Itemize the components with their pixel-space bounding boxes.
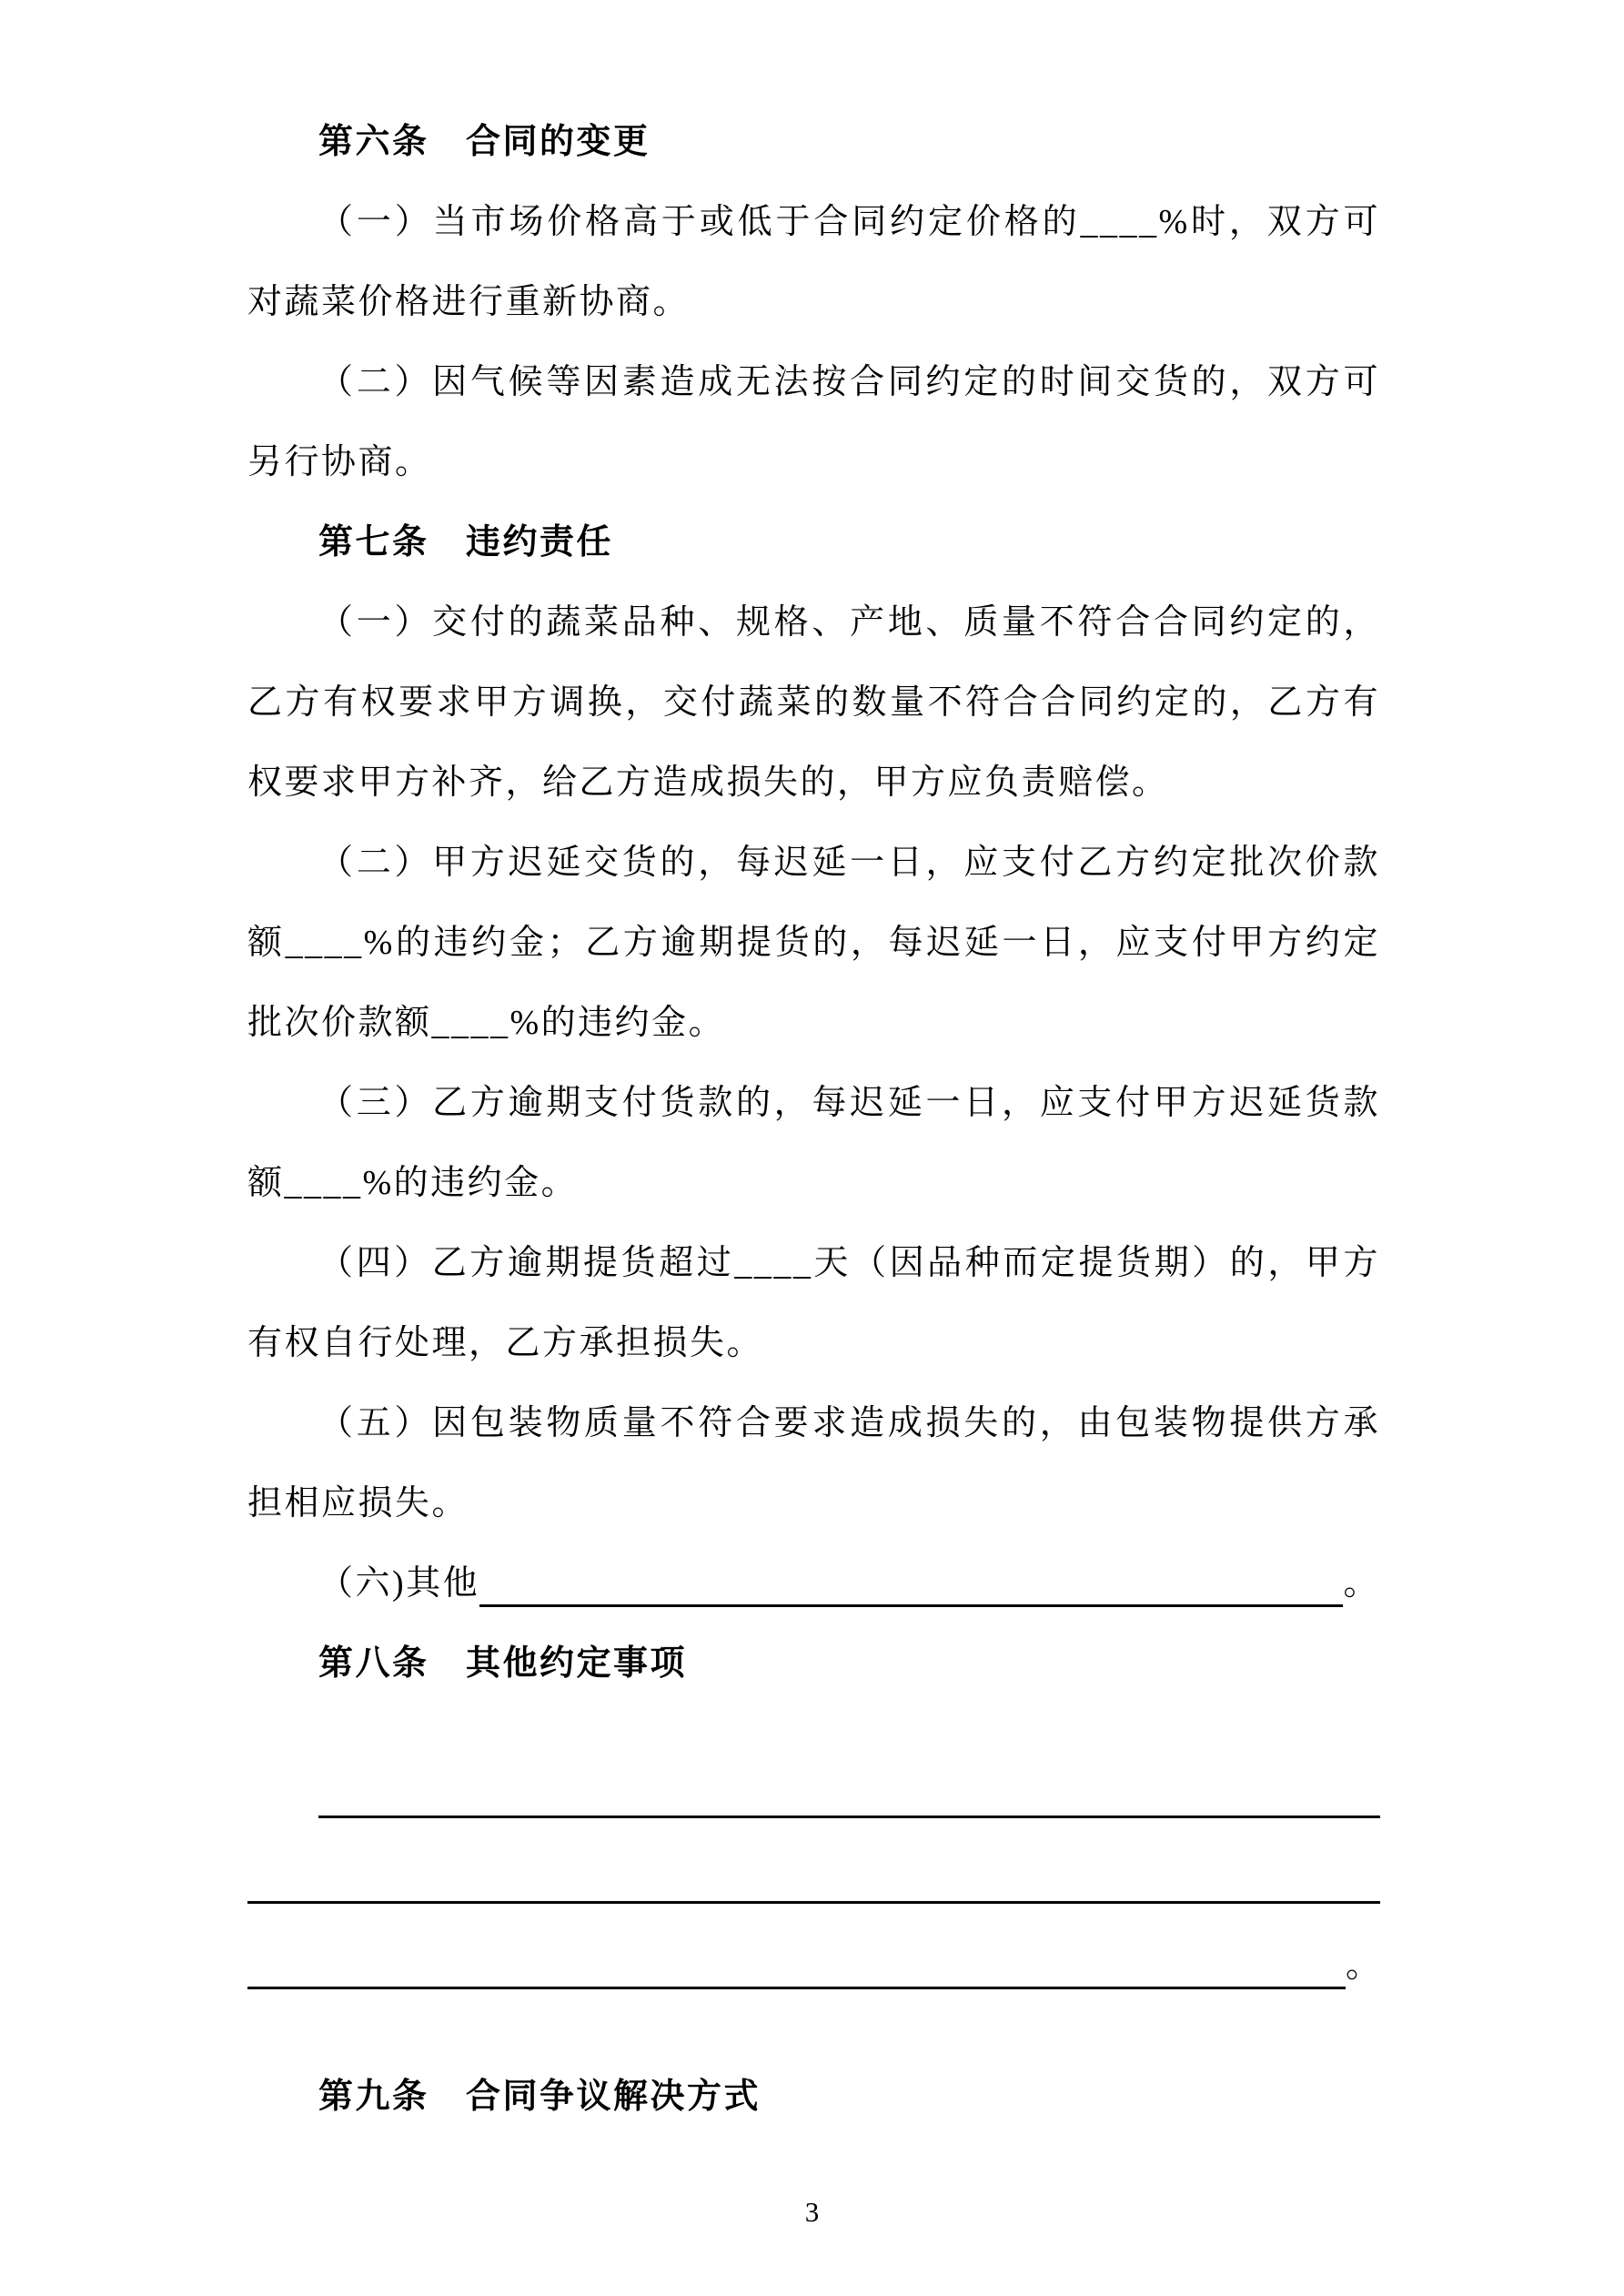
section-7-clause-5: （五）因包装物质量不符合要求造成损失的，由包装物提供方承担相应损失。 — [247, 1404, 1380, 1522]
blank-underline — [247, 1987, 1346, 1989]
section-7-clause-4: （四）乙方逾期提货超过____天（因品种而定提货期）的，甲方有权自行处理，乙方承担损失。 — [247, 1244, 1380, 1362]
blank-underline — [479, 1604, 1343, 1607]
section-7-clause-6 — [247, 1543, 1380, 1623]
blank-underline — [247, 1901, 1380, 1904]
section-6-clause-2: （二）因气候等因素造成无法按合同约定的时间交货的，双方可另行协商。 — [247, 363, 1380, 481]
section-7-heading: 第七条 违约责任 — [318, 523, 614, 561]
blank-line-period: 。 — [1345, 1947, 1380, 1985]
clause-6-label: （六)其他 — [318, 1564, 480, 1603]
section-6-heading: 第六条 合同的变更 — [318, 123, 651, 161]
blank-line-3 — [247, 1920, 1380, 2006]
blank-underline — [318, 1816, 1380, 1818]
section-7-clause-3: （三）乙方逾期支付货款的，每迟延一日，应支付甲方迟延货款额____%的违约金。 — [247, 1084, 1380, 1202]
page-number: 3 — [804, 2196, 820, 2228]
clause-6-period: 。 — [1343, 1564, 1380, 1603]
blank-line-1 — [318, 1749, 1380, 1835]
section-9-heading: 第九条 合同争议解决方式 — [318, 2078, 762, 2116]
section-7-clause-2: （二）甲方迟延交货的，每迟延一日，应支付乙方约定批次价款额____%的违约金；乙方逾期提货的，每迟延一日，应支付甲方约定批次价款额____%的违约金。 — [247, 844, 1380, 1042]
blank-line-2 — [247, 1835, 1380, 1920]
section-8-heading: 第八条 其他约定事项 — [318, 1644, 688, 1683]
section-7-clause-1: （一）交付的蔬菜品种、规格、产地、质量不符合合同约定的，乙方有权要求甲方调换，交付蔬菜的数量不符合合同约定的，乙方有权要求甲方补齐，给乙方造成损失的，甲方应负责赔偿。 — [247, 603, 1380, 802]
section-8-blank-lines — [247, 1749, 1380, 2006]
section-6-clause-1: （一）当市场价格高于或低于合同约定价格的____%时，双方可对蔬菜价格进行重新协商。 — [247, 203, 1380, 321]
